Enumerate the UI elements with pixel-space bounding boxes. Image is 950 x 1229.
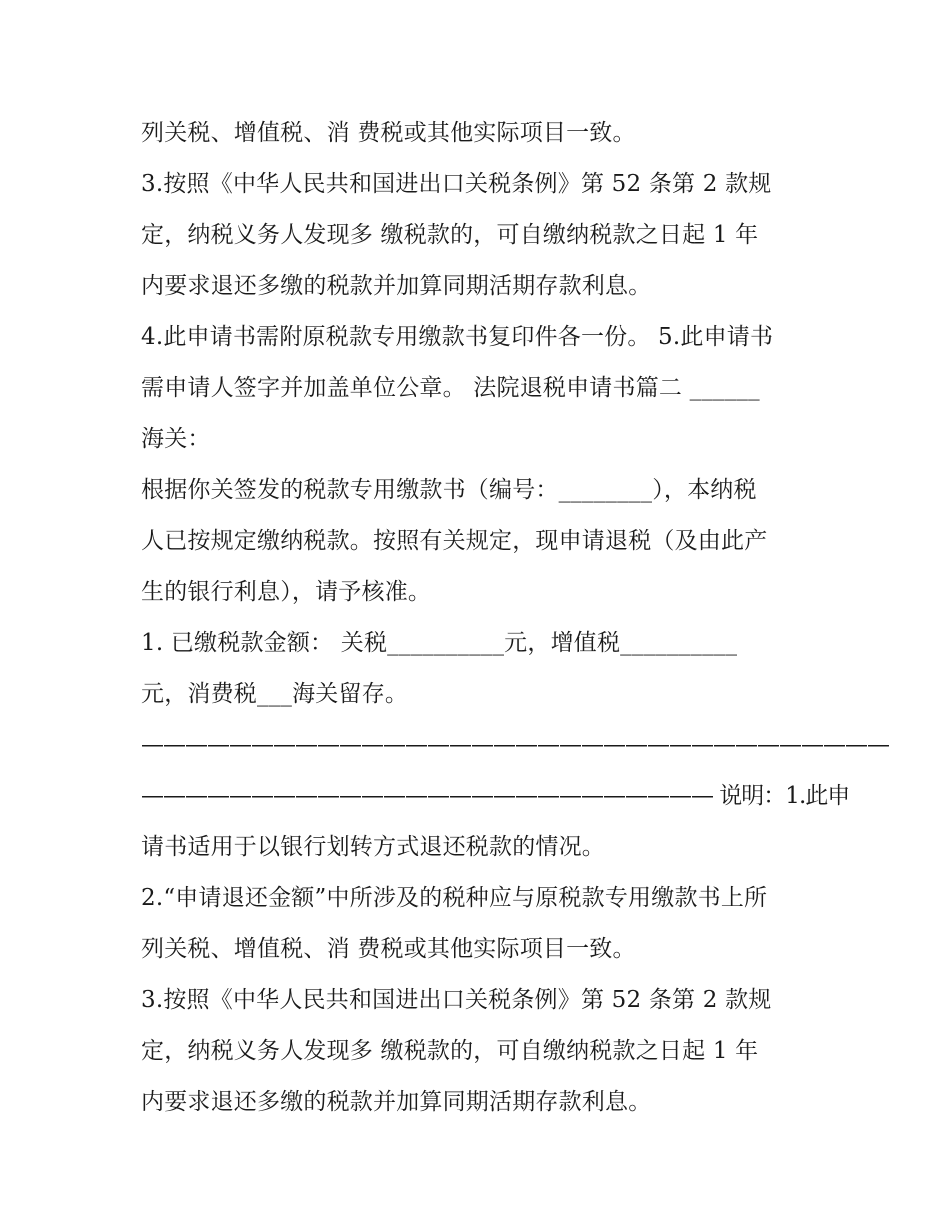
separator-line: ——————————————————————————————————: [141, 732, 889, 758]
text-line: 2.“申请退还金额”中所涉及的税种应与原税款专用缴款书上所: [141, 885, 768, 911]
text-line: 4.此申请书需附原税款专用缴款书复印件各一份。 5.此申请书: [141, 324, 774, 350]
text-line: 列关税、增值税、消 费税或其他实际项目一致。: [141, 120, 636, 146]
text-line: 内要求退还多缴的税款并加算同期活期存款利息。: [141, 1089, 652, 1115]
text-line: 定，纳税义务人发现多 缴税款的，可自缴纳税款之日起 1 年: [141, 1038, 759, 1064]
text-line: 列关税、增值税、消 费税或其他实际项目一致。: [141, 936, 636, 962]
document-body: [141, 108, 889, 1128]
text-line: 海关：: [141, 426, 211, 452]
text-line: 需申请人签字并加盖单位公章。 法院退税申请书篇二 ______: [141, 375, 760, 401]
text-line: 内要求退还多缴的税款并加算同期活期存款利息。: [141, 273, 652, 299]
text-line: 定，纳税义务人发现多 缴税款的，可自缴纳税款之日起 1 年: [141, 222, 759, 248]
text-line: 请书适用于以银行划转方式退还税款的情况。: [141, 834, 605, 860]
separator-line: —————————————————————————— 说明：1.此申: [141, 783, 850, 809]
text-line: 根据你关签发的税款专用缴款书（编号：________），本纳税: [141, 477, 757, 503]
text-line: 人已按规定缴纳税款。按照有关规定，现申请退税（及由此产: [141, 528, 768, 554]
text-line: 3.按照《中华人民共和国进出口关税条例》第 52 条第 2 款规: [141, 171, 772, 197]
text-line: 3.按照《中华人民共和国进出口关税条例》第 52 条第 2 款规: [141, 987, 772, 1013]
text-line: 1. 已缴税款金额： 关税__________元，增值税__________: [141, 630, 738, 656]
text-line: 元，消费税___海关留存。: [141, 681, 409, 707]
text-line: 生的银行利息），请予核准。: [141, 579, 432, 605]
